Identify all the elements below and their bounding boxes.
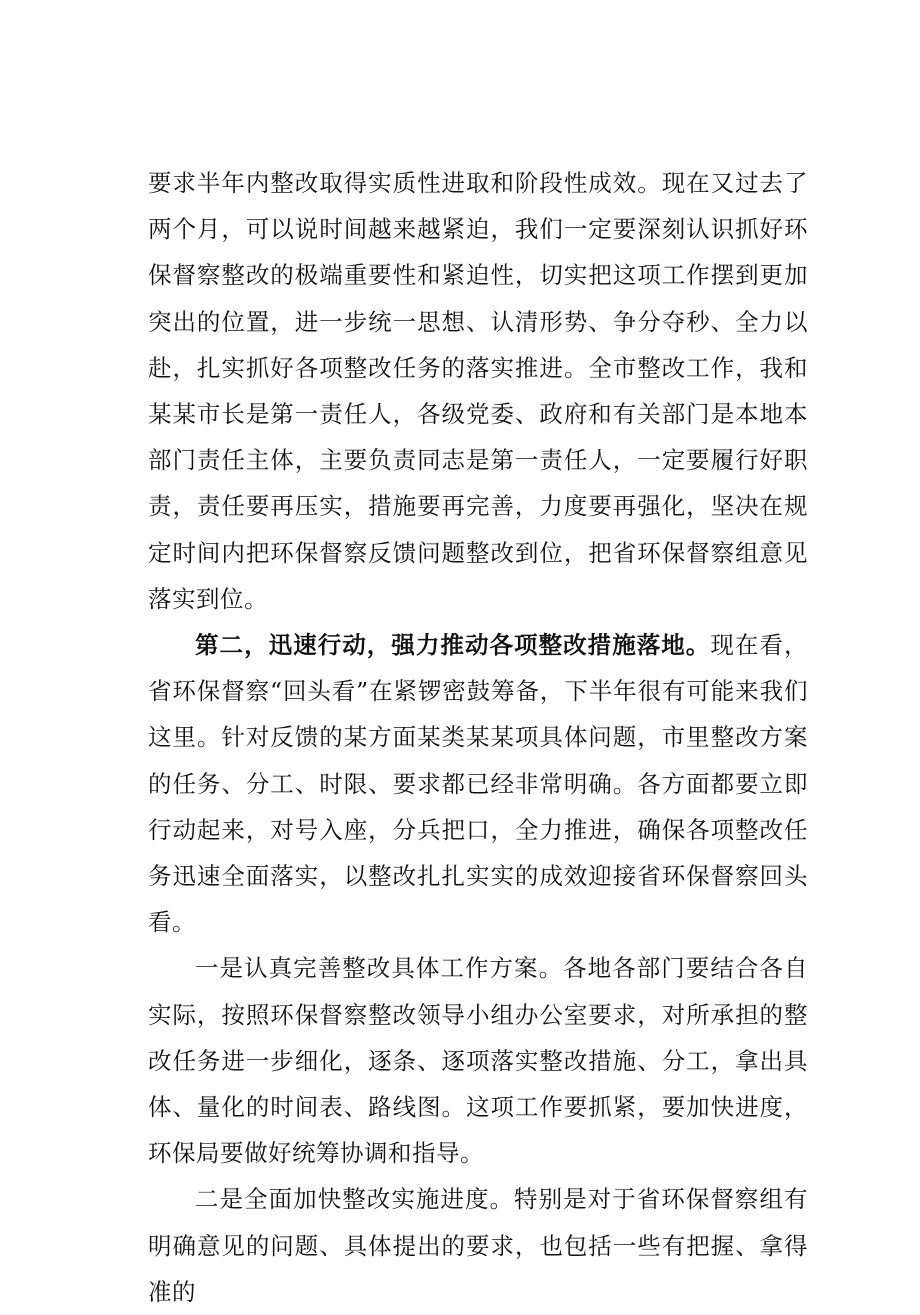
paragraph-4-text: 二是全面加快整改实施进度。特别是对于省环保督察组有明确意见的问题、具体提出的要求，也包括一些有把握、拿得准的 bbox=[148, 1185, 808, 1306]
paragraph-3 bbox=[148, 945, 808, 1176]
paragraph-2-text: 现在看，省环保督察“回头看”在紧锣密鼓筹备，下半年很有可能来我们这里。针对反馈的某方面某类某某项具体问题，市里整改方案的任务、分工、时限、要求都已经非常明确。各方面都要立即行动起来，对号入座，分兵把口，全力推进，确保各项整改任务迅速全面落实，以整改扎扎实实的成效迎接省环保督察回头看。 bbox=[148, 631, 809, 937]
paragraph-2-heading: 第二，迅速行动，强力推动各项整改措施落地。 bbox=[195, 631, 711, 660]
document-page bbox=[148, 160, 808, 1315]
paragraph-4 bbox=[148, 1176, 808, 1315]
paragraph-3-text: 一是认真完善整改具体工作方案。各地各部门要结合各自实际，按照环保督察整改领导小组办公室要求，对所承担的整改任务进一步细化，逐条、逐项落实整改措施、分工，拿出具体、量化的时间表、路线图。这项工作要抓紧，要加快进度，环保局要做好统筹协调和指导。 bbox=[148, 954, 808, 1168]
paragraph-2 bbox=[148, 622, 808, 945]
paragraph-1 bbox=[148, 160, 808, 622]
paragraph-1-text: 要求半年内整改取得实质性进取和阶段性成效。现在又过去了两个月，可以说时间越来越紧迫，我们一定要深刻认识抓好环保督察整改的极端重要性和紧迫性，切实把这项工作摆到更加突出的位置，进一步统一思想、认清形势、争分夺秒、全力以赴，扎实抓好各项整改任务的落实推进。全市整改工作，我和某某市长是第一责任人，各级党委、政府和有关部门是本地本部门责任主体，主要负责同志是第一责任人，一定要履行好职责，责任要再压实，措施要再完善，力度要再强化，坚决在规定时间内把环保督察反馈问题整改到位，把省环保督察组意见落实到位。 bbox=[148, 169, 808, 613]
